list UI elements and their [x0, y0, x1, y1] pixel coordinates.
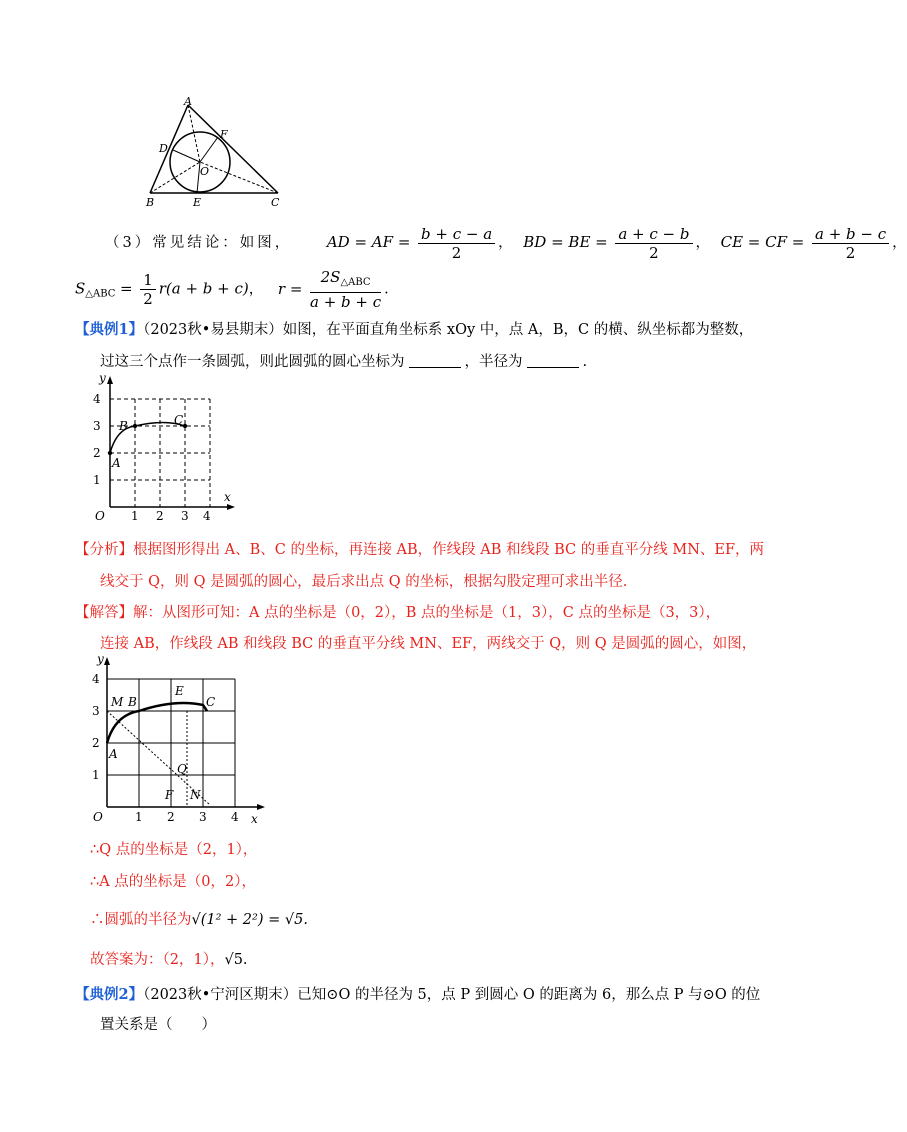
- answer-line-1: 【解答】解：从图形可知：A 点的坐标是（0，2），B 点的坐标是（1，3），C 点的坐标是（3，3），: [75, 605, 721, 621]
- analysis-line-2: 线交于 Q，则 Q 是圆弧的圆心，最后求出点 Q 的坐标，根据勾股定理可求出半径.: [100, 574, 628, 590]
- svg-text:2: 2: [93, 446, 101, 460]
- svg-text:x: x: [251, 812, 258, 826]
- answer-blank-center[interactable]: [409, 353, 461, 368]
- svg-text:y: y: [97, 652, 104, 666]
- example-2-line-1: 【典例2】（2023秋•宁河区期末）已知⊙O 的半径为 5，点 P 到圆心 O 的距离为 6，那么点 P 与⊙O 的位: [75, 986, 761, 1003]
- example-1-tag: 【典例1】: [75, 321, 144, 338]
- svg-text:A: A: [109, 747, 118, 761]
- example-2-tag: 【典例2】: [75, 986, 144, 1003]
- svg-text:Q: Q: [177, 762, 187, 776]
- svg-text:A: A: [112, 456, 121, 470]
- svg-text:4: 4: [92, 672, 100, 686]
- answer-blank-radius[interactable]: [527, 353, 579, 368]
- label-B: B: [146, 196, 155, 209]
- svg-text:2: 2: [92, 736, 100, 750]
- svg-text:F: F: [165, 788, 174, 802]
- coordinate-grid-1: [85, 372, 245, 524]
- step-q: ∴Q 点的坐标是（2，1），: [90, 842, 258, 858]
- incircle-figure: [140, 95, 290, 210]
- svg-text:E: E: [175, 684, 184, 698]
- frac-ce: $\frac{a + b - c}{2}$: [812, 225, 889, 262]
- example-2-line-2: 置关系是（ ）: [100, 1017, 216, 1033]
- label-O: O: [200, 165, 210, 178]
- svg-text:4: 4: [231, 810, 239, 824]
- svg-text:1: 1: [135, 810, 143, 824]
- example-1-line-2: 过这三个点作一条圆弧，则此圆弧的圆心坐标为 ，半径为 .: [100, 354, 588, 370]
- svg-text:2: 2: [167, 810, 175, 824]
- label-A: A: [184, 95, 192, 108]
- svg-text:B: B: [119, 419, 128, 433]
- svg-text:N: N: [190, 788, 201, 802]
- svg-text:x: x: [224, 490, 231, 504]
- frac-ad: $\frac{b + c - a}{2}$: [418, 225, 495, 262]
- svg-text:B: B: [128, 695, 137, 709]
- svg-text:3: 3: [93, 419, 101, 433]
- step-a: ∴A 点的坐标是（0，2），: [90, 874, 257, 890]
- step-radius: ∴圆弧的半径为√(1² + 2²) = √5.: [90, 912, 308, 928]
- answer-line-2: 连接 AB，作线段 AB 和线段 BC 的垂直平分线 MN、EF，两线交于 Q，则 Q 是圆弧的圆心，如图，: [100, 636, 757, 652]
- conclusion-line-1: （3）常见结论：如图， AD = AF = $\frac{b + c - a}{2}$ ， BD = BE = $\frac{a + c - b}{2}$ ， CE = CF = $\frac{a + b - c}{2}$ ，: [105, 224, 907, 262]
- svg-text:y: y: [99, 371, 106, 385]
- svg-text:3: 3: [199, 810, 207, 824]
- svg-text:O: O: [95, 509, 105, 523]
- label-D: D: [159, 142, 168, 155]
- label-C: C: [271, 196, 280, 209]
- coordinate-grid-2: [85, 652, 270, 830]
- svg-text:C: C: [206, 695, 216, 709]
- conclusion-line-2: $S_{\triangle ABC}$ = $\frac{1}{2}$ r(a + b + c)， r = $\frac{2S_{\triangle ABC}}{a + b + c}$ .: [75, 268, 389, 311]
- svg-text:1: 1: [131, 509, 139, 523]
- frac-bd: $\frac{a + c - b}{2}$: [615, 225, 692, 262]
- label-E: E: [193, 196, 202, 209]
- svg-text:O: O: [93, 810, 103, 824]
- svg-text:3: 3: [92, 704, 100, 718]
- svg-text:2: 2: [156, 509, 164, 523]
- svg-text:4: 4: [203, 509, 211, 523]
- label-F: F: [220, 128, 228, 141]
- svg-text:4: 4: [93, 392, 101, 406]
- example-1-line-1: 【典例1】（2023秋•易县期末）如图，在平面直角坐标系 xOy 中，点 A，B，C 的横、纵坐标都为整数，: [75, 321, 754, 338]
- svg-text:1: 1: [93, 473, 101, 487]
- final-answer: 故答案为：（2，1），√5.: [90, 952, 248, 968]
- svg-text:3: 3: [181, 509, 189, 523]
- svg-text:C: C: [174, 413, 184, 427]
- analysis-line-1: 【分析】根据图形得出 A、B、C 的坐标，再连接 AB，作线段 AB 和线段 BC 的垂直平分线 MN、EF，两: [75, 542, 765, 558]
- svg-text:1: 1: [92, 768, 100, 782]
- svg-text:M: M: [111, 695, 124, 709]
